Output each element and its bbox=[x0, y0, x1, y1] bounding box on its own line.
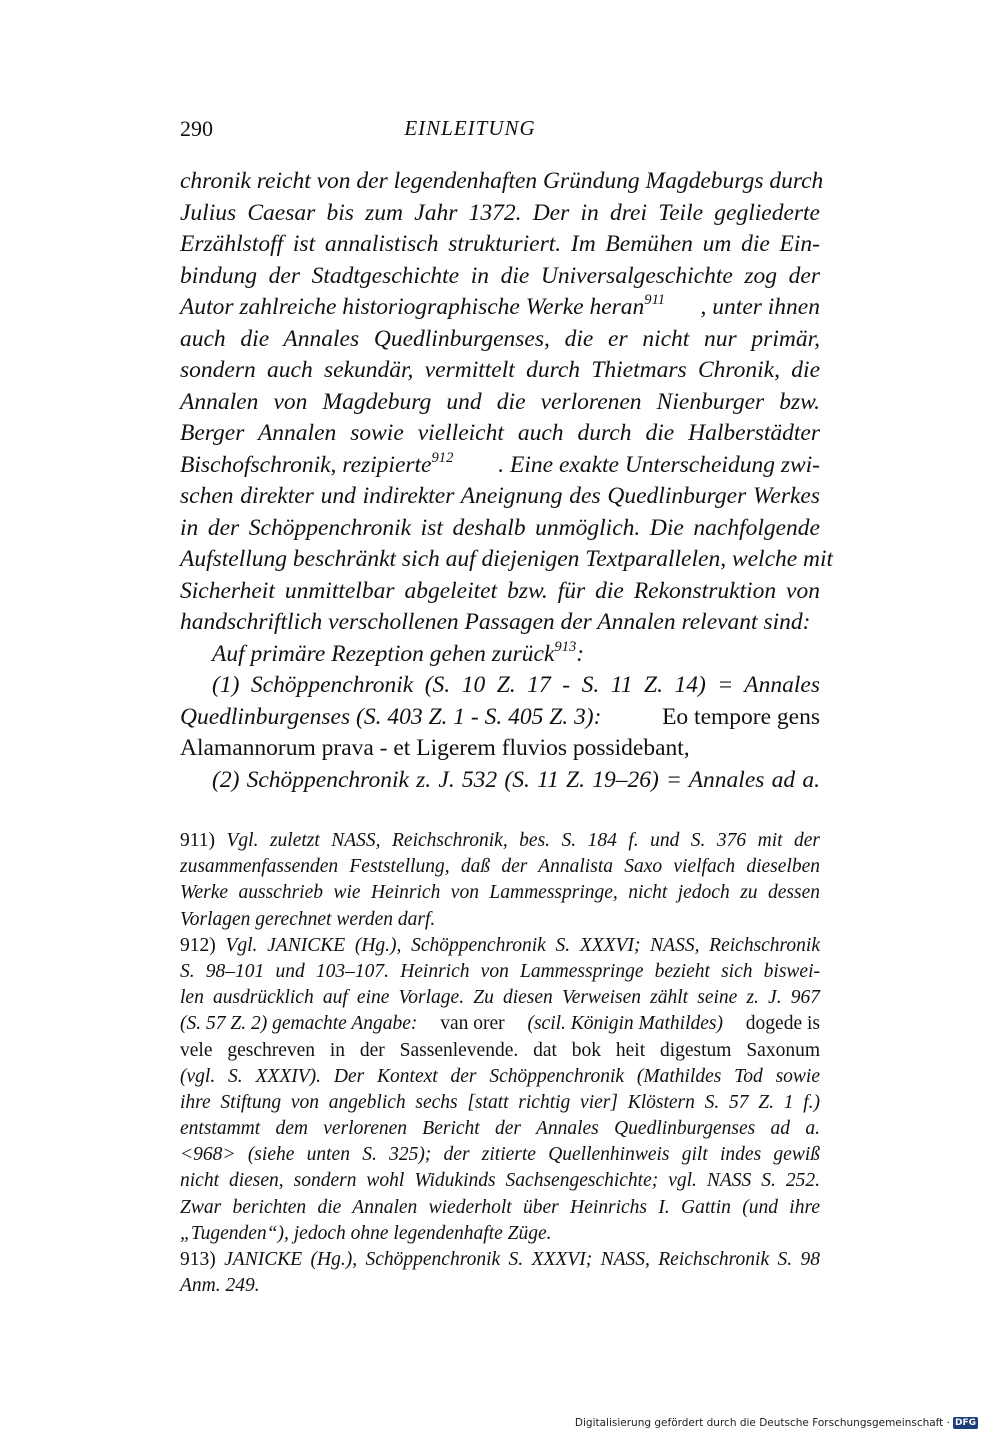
footnote-ref: 913 bbox=[554, 638, 577, 655]
footnote-text: Vgl. JANICKE (Hg.), Schöppenchronik S. XXXVI; NASS, Reichschronik bbox=[225, 934, 820, 956]
body-text-segment: Auf primäre Rezeption gehen zurück bbox=[212, 640, 555, 667]
body-line: (2) Schöppenchronik z. J. 532 (S. 11 Z. 19–26) = Annales ad a. bbox=[212, 766, 820, 793]
body-line: sondern auch sekundär, vermittelt durch Thietmars Chronik, die bbox=[180, 357, 820, 383]
footnote-line: ihre Stiftung von angeblich sechs [statt richtig vier] Klöstern S. 57 Z. 1 f.) bbox=[180, 1091, 820, 1113]
footnote-line: <968> (siehe unten S. 325); der zitierte Quellenhinweis gilt indes gewiß bbox=[180, 1144, 820, 1166]
body-line bbox=[180, 292, 820, 324]
body-line: handschriftlich verschollenen Passagen der Annalen relevant sind: bbox=[180, 609, 811, 635]
body-line: chronik reicht von der legendenhaften Gründung Magdeburgs durch bbox=[180, 168, 824, 194]
running-head: EINLEITUNG bbox=[404, 116, 536, 140]
digitization-text: Digitalisierung gefördert durch die Deutsche Forschungsgemeinschaft · bbox=[574, 1417, 950, 1429]
quote-text: Eo tempore gens bbox=[662, 703, 820, 730]
body-text-segment: Bischofschronik, rezipierte bbox=[180, 451, 432, 478]
footnote-line: Werke ausschrieb wie Heinrich von Lammesspringe, nicht jedoch zu dessen bbox=[180, 882, 820, 904]
footnote-number: 913) bbox=[180, 1249, 216, 1270]
body-text-segment: Quedlinburgenses (S. 403 Z. 1 - S. 405 Z. 3): bbox=[180, 703, 602, 730]
footnote-line: „Tugenden“), jedoch ohne legendenhafte Züge. bbox=[180, 1222, 552, 1244]
body-line: Berger Annalen sowie vielleicht auch durch die Halberstädter bbox=[180, 420, 820, 446]
body-line: Aufstellung beschränkt sich auf diejenigen Textparallelen, welche mit bbox=[180, 546, 834, 572]
footnote-line: S. 98–101 und 103–107. Heinrich von Lammesspringe bezieht sich biswei- bbox=[180, 960, 820, 982]
page-header bbox=[180, 116, 820, 146]
body-line: Sicherheit unmittelbar abgeleitet bzw. für die Rekonstruktion von bbox=[180, 577, 820, 604]
body-text-segment: , unter ihnen bbox=[700, 294, 820, 320]
body-text bbox=[180, 166, 834, 796]
footnote-text: (scil. Königin Mathildes) bbox=[527, 1013, 723, 1035]
digitization-notice bbox=[575, 1417, 978, 1429]
footnote-line: entstammt dem verlorenen Bericht der Annales Quedlinburgenses ad a. bbox=[180, 1118, 820, 1140]
footnote-line: (vgl. S. XXXIV). Der Kontext der Schöppenchronik (Mathildes Tod sowie bbox=[180, 1065, 820, 1087]
footnote-line: Vorlagen gerechnet werden darf. bbox=[180, 908, 436, 930]
footnote-ref: 912 bbox=[431, 449, 454, 466]
body-line: Julius Caesar bis zum Jahr 1372. Der in drei Teile gegliederte bbox=[180, 199, 820, 226]
body-line bbox=[180, 639, 820, 671]
quote-text: dogede is bbox=[745, 1013, 820, 1035]
footnote-line: Zwar berichten die Annalen wiederholt über Heinrichs I. Gattin (und ihre bbox=[180, 1196, 820, 1218]
footnote-line bbox=[180, 1011, 820, 1037]
body-line: bindung der Stadtgeschichte in die Universalgeschichte zog der bbox=[180, 262, 820, 289]
footnote-number: 911) bbox=[180, 830, 216, 851]
footnote-number: 912) bbox=[180, 934, 216, 956]
body-line: (1) Schöppenchronik (S. 10 Z. 17 - S. 11 Z. 14) = Annales bbox=[212, 672, 820, 698]
footnote-text: JANICKE (Hg.), Schöppenchronik S. XXXVI; NASS, Reichschronik S. 98 bbox=[224, 1249, 821, 1270]
dfg-logo: DFG bbox=[954, 1418, 976, 1428]
footnote-line: zusammenfassenden Feststellung, daß der Annalista Saxo vielfach dieselben bbox=[180, 856, 820, 878]
footnote-text: Vgl. zuletzt NASS, Reichschronik, bes. S. 184 f. und S. 376 mit der bbox=[226, 830, 821, 851]
footnote-text: (S. 57 Z. 2) gemachte Angabe: bbox=[180, 1013, 418, 1035]
footnote-line bbox=[180, 828, 820, 854]
footnote-line: nicht diesen, sondern wohl Widukinds Sachsengeschichte; vgl. NASS S. 252. bbox=[180, 1170, 820, 1192]
footnote-ref: 911 bbox=[644, 291, 666, 308]
body-text-segment: Autor zahlreiche historiographische Werke heran bbox=[180, 294, 645, 320]
body-text-segment: : bbox=[576, 640, 585, 667]
body-line: in der Schöppenchronik ist deshalb unmöglich. Die nachfolgende bbox=[180, 514, 820, 541]
body-line bbox=[180, 450, 820, 482]
footnote-line bbox=[180, 933, 820, 959]
page-number: 290 bbox=[180, 116, 213, 141]
footnote-line bbox=[180, 1247, 820, 1273]
body-line: schen direkter und indirekter Aneignung des Quedlinburger Werkes bbox=[180, 483, 820, 509]
body-line: Annalen von Magdeburg und die verlorenen Nienburger bzw. bbox=[180, 388, 820, 415]
quote-text: van orer bbox=[440, 1013, 505, 1035]
body-text-segment: . Eine exakte Unterscheidung zwi- bbox=[498, 451, 820, 478]
body-line: Alamannorum prava - et Ligerem fluvios possidebant, bbox=[180, 735, 690, 761]
footnote-line: Anm. 249. bbox=[180, 1275, 260, 1297]
footnote-line: vele geschreven in der Sassenlevende. dat bok heit digestum Saxonum bbox=[180, 1039, 820, 1061]
footnote-line: len ausdrücklich auf eine Vorlage. Zu diesen Verweisen zählt seine z. J. 967 bbox=[180, 987, 820, 1009]
body-line: auch die Annales Quedlinburgenses, die er nicht nur primär, bbox=[180, 325, 820, 352]
body-line: Erzählstoff ist annalistisch strukturiert. Im Bemühen um die Ein- bbox=[180, 231, 820, 257]
body-line bbox=[180, 702, 820, 734]
footnotes bbox=[180, 828, 820, 1299]
